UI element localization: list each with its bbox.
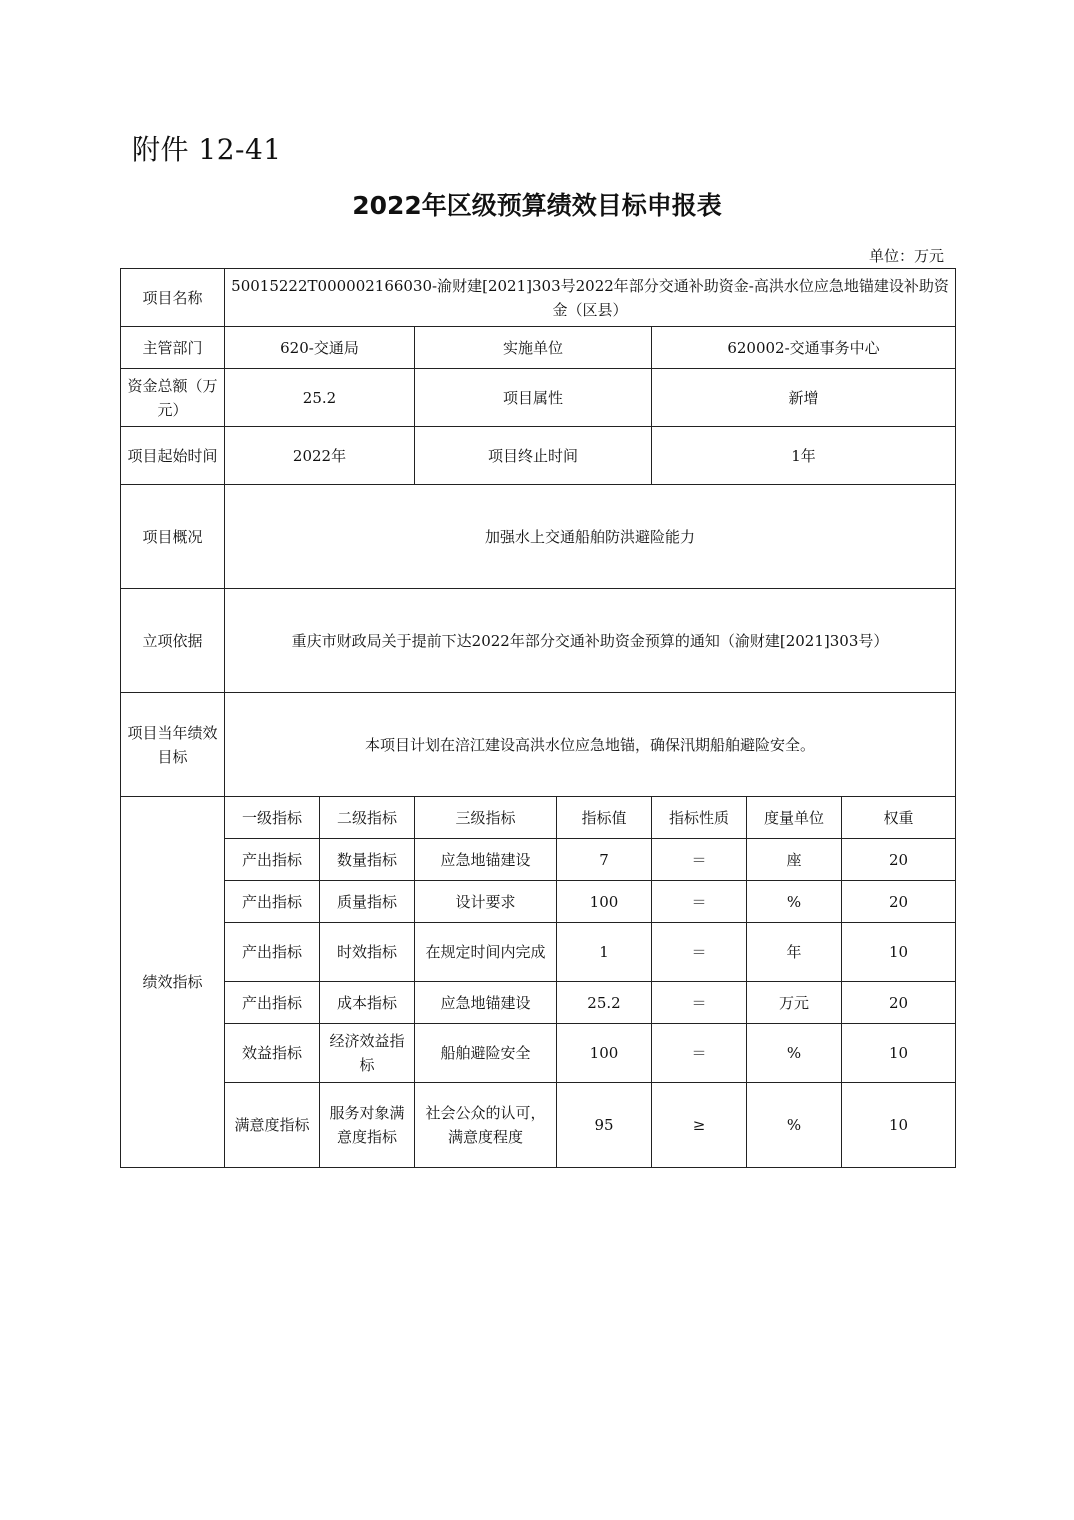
fund-total-value: 25.2 <box>225 369 415 427</box>
nature-cell: ＝ <box>652 881 747 923</box>
level1-cell: 效益指标 <box>225 1024 320 1083</box>
weight-cell: 10 <box>842 1083 956 1168</box>
weight-cell: 20 <box>842 881 956 923</box>
level1-cell: 产出指标 <box>225 881 320 923</box>
weight-cell: 10 <box>842 923 956 982</box>
attribute-value: 新增 <box>652 369 956 427</box>
end-time-label: 项目终止时间 <box>415 427 652 485</box>
overview-value: 加强水上交通船舶防洪避险能力 <box>225 485 956 589</box>
level2-cell: 成本指标 <box>320 982 415 1024</box>
value-cell: 100 <box>557 1024 652 1083</box>
overview-label: 项目概况 <box>121 485 225 589</box>
level3-cell: 船舶避险安全 <box>415 1024 557 1083</box>
header-unit: 度量单位 <box>747 797 842 839</box>
fund-total-label: 资金总额（万元） <box>121 369 225 427</box>
level2-cell: 质量指标 <box>320 881 415 923</box>
nature-cell: ＝ <box>652 839 747 881</box>
unit-cell: 座 <box>747 839 842 881</box>
budget-performance-table <box>120 268 956 1168</box>
value-cell: 100 <box>557 881 652 923</box>
perf-indicators-label: 绩效指标 <box>121 797 225 1168</box>
dept-value: 620-交通局 <box>225 327 415 369</box>
level3-cell: 在规定时间内完成 <box>415 923 557 982</box>
value-cell: 95 <box>557 1083 652 1168</box>
level3-cell: 社会公众的认可，满意度程度 <box>415 1083 557 1168</box>
start-time-value: 2022年 <box>225 427 415 485</box>
header-level2: 二级指标 <box>320 797 415 839</box>
level1-cell: 满意度指标 <box>225 1083 320 1168</box>
weight-cell: 20 <box>842 982 956 1024</box>
start-time-label: 项目起始时间 <box>121 427 225 485</box>
nature-cell: ＝ <box>652 982 747 1024</box>
unit-cell: % <box>747 1024 842 1083</box>
level1-cell: 产出指标 <box>225 839 320 881</box>
level3-cell: 应急地锚建设 <box>415 982 557 1024</box>
indicator-row <box>121 1083 956 1168</box>
header-value: 指标值 <box>557 797 652 839</box>
value-cell: 1 <box>557 923 652 982</box>
project-name-label: 项目名称 <box>121 269 225 327</box>
impl-unit-value: 620002-交通事务中心 <box>652 327 956 369</box>
level3-cell: 设计要求 <box>415 881 557 923</box>
end-time-value: 1年 <box>652 427 956 485</box>
indicator-row <box>121 839 956 881</box>
nature-cell: ＝ <box>652 923 747 982</box>
basis-label: 立项依据 <box>121 589 225 693</box>
indicator-row <box>121 923 956 982</box>
attribute-label: 项目属性 <box>415 369 652 427</box>
weight-cell: 20 <box>842 839 956 881</box>
value-cell: 7 <box>557 839 652 881</box>
page-title: 2022年区级预算绩效目标申报表 <box>352 191 722 220</box>
attachment-label: 附件 12-41 <box>132 133 282 166</box>
indicator-row <box>121 881 956 923</box>
dept-label: 主管部门 <box>121 327 225 369</box>
level2-cell: 经济效益指标 <box>320 1024 415 1083</box>
annual-goal-label: 项目当年绩效目标 <box>121 693 225 797</box>
level3-cell: 应急地锚建设 <box>415 839 557 881</box>
header-level1: 一级指标 <box>225 797 320 839</box>
nature-cell: ＝ <box>652 1024 747 1083</box>
unit-cell: % <box>747 881 842 923</box>
level2-cell: 时效指标 <box>320 923 415 982</box>
weight-cell: 10 <box>842 1024 956 1083</box>
header-weight: 权重 <box>842 797 956 839</box>
value-cell: 25.2 <box>557 982 652 1024</box>
unit-cell: 万元 <box>747 982 842 1024</box>
project-name-value: 50015222T000002166030-渝财建[2021]303号2022年部分交通补助资金-高洪水位应急地锚建设补助资金（区县） <box>225 269 956 327</box>
header-level3: 三级指标 <box>415 797 557 839</box>
unit-cell: % <box>747 1083 842 1168</box>
level2-cell: 服务对象满意度指标 <box>320 1083 415 1168</box>
indicator-row <box>121 982 956 1024</box>
basis-value: 重庆市财政局关于提前下达2022年部分交通补助资金预算的通知（渝财建[2021]303号） <box>225 589 956 693</box>
level1-cell: 产出指标 <box>225 923 320 982</box>
impl-unit-label: 实施单位 <box>415 327 652 369</box>
unit-cell: 年 <box>747 923 842 982</box>
level1-cell: 产出指标 <box>225 982 320 1024</box>
indicator-row <box>121 1024 956 1083</box>
header-nature: 指标性质 <box>652 797 747 839</box>
unit-label: 单位：万元 <box>868 247 944 265</box>
nature-cell: ≥ <box>652 1083 747 1168</box>
level2-cell: 数量指标 <box>320 839 415 881</box>
annual-goal-value: 本项目计划在涪江建设高洪水位应急地锚，确保汛期船舶避险安全。 <box>225 693 956 797</box>
